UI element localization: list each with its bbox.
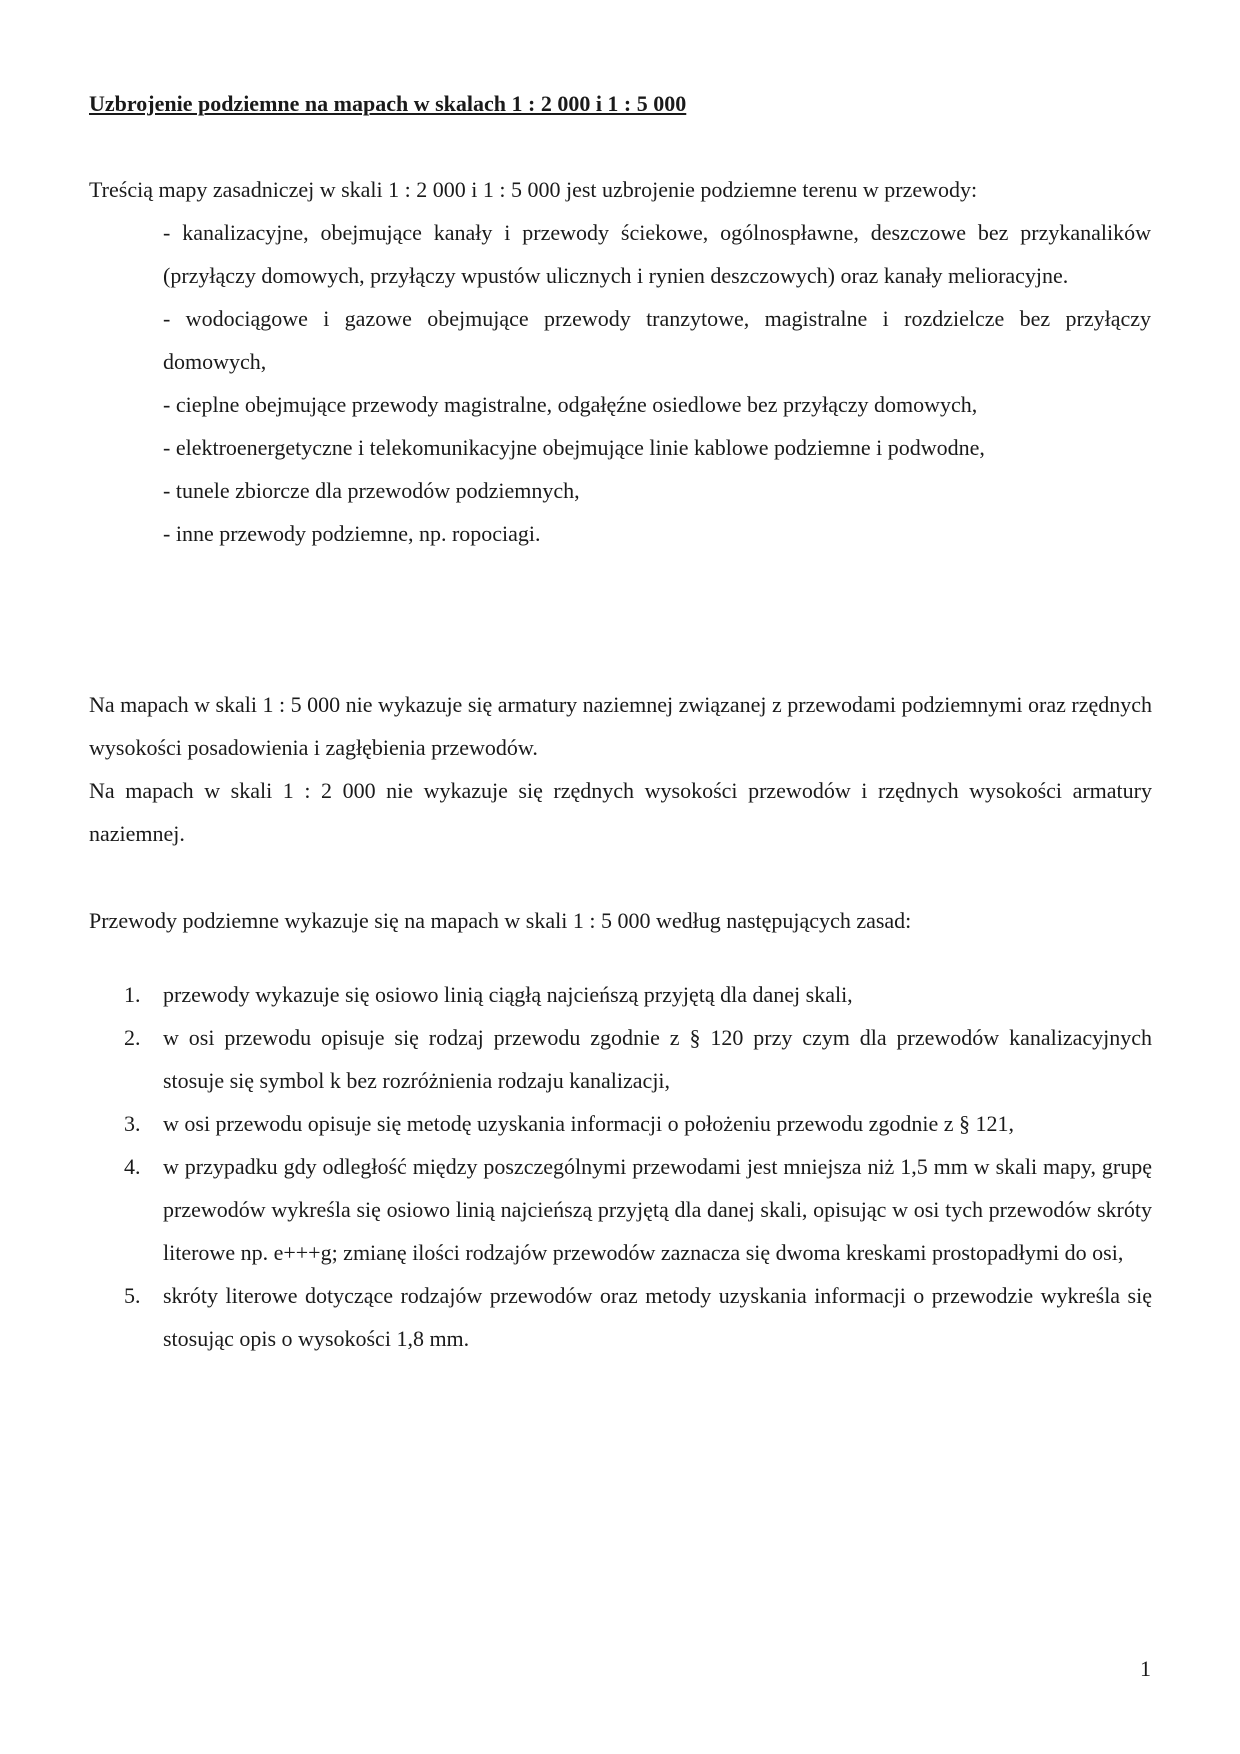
list-item: - elektroenergetyczne i telekomunikacyjne obejmujące linie kablowe podziemne i podwodne, [163,435,985,460]
document-title: Uzbrojenie podziemne na mapach w skalach 1 : 2 000 i 1 : 5 000 [89,91,687,116]
list-item [89,1274,1152,1360]
scale-5000-paragraph: Na mapach w skali 1 : 5 000 nie wykazuje się armatury naziemnej związanej z przewodami podziemnymi oraz rzędnych wysokości posadowienia i zagłębienia przewodów. [89,692,1152,760]
scale-2000-paragraph: Na mapach w skali 1 : 2 000 nie wykazuje się rzędnych wysokości przewodów i rzędnych wysokości armatury naziemnej. [89,778,1152,846]
list-item: - kanalizacyjne, obejmujące kanały i przewody ściekowe, ogólnospławne, deszczowe bez przykanalików (przyłączy domowych, przyłączy wpustów ulicznych i rynien deszczowych) oraz kanały melioracyjne. [163,220,1151,288]
list-item [89,1016,1152,1102]
list-number: 5. [124,1283,141,1308]
list-item: - cieplne obejmujące przewody magistralne, odgałęźne osiedlowe bez przyłączy domowych, [163,392,978,417]
list-number: 4. [124,1154,141,1179]
utility-types-list [163,211,1151,555]
rules-list [89,973,1152,1360]
list-item [89,1102,1152,1145]
intro-paragraph: Treścią mapy zasadniczej w skali 1 : 2 000 i 1 : 5 000 jest uzbrojenie podziemne terenu w przewody: [89,177,978,202]
list-text: w osi przewodu opisuje się metodę uzyskania informacji o położeniu przewodu zgodnie z § 121, [163,1111,1015,1136]
list-number: 3. [124,1111,141,1136]
list-text: przewody wykazuje się osiowo linią ciągłą najcieńszą przyjętą dla danej skali, [163,982,853,1007]
list-item: - inne przewody podziemne, np. ropociagi. [163,521,541,546]
list-text: skróty literowe dotyczące rodzajów przewodów oraz metody uzyskania informacji o przewodzie wykreśla się stosując opis o wysokości 1,8 mm. [163,1283,1152,1351]
list-number: 2. [124,1025,141,1050]
list-item [89,973,1152,1016]
page-number: 1 [1140,1656,1151,1681]
rules-intro-paragraph: Przewody podziemne wykazuje się na mapach w skali 1 : 5 000 według następujących zasad: [89,908,912,933]
list-item: - tunele zbiorcze dla przewodów podziemnych, [163,478,580,503]
list-text: w osi przewodu opisuje się rodzaj przewodu zgodnie z § 120 przy czym dla przewodów kanalizacyjnych stosuje się symbol k bez rozróżnienia rodzaju kanalizacji, [163,1025,1152,1093]
list-number: 1. [124,982,141,1007]
list-item: - wodociągowe i gazowe obejmujące przewody tranzytowe, magistralne i rozdzielcze bez przyłączy domowych, [163,306,1151,374]
list-text: w przypadku gdy odległość między poszczególnymi przewodami jest mniejsza niż 1,5 mm w skali mapy, grupę przewodów wykreśla się osiowo linią najcieńszą przyjętą dla danej skali, opisując w osi tych przewodów skróty literowe np. e+++g; zmianę ilości rodzajów przewodów zaznacza się dwoma kreskami prostopadłymi do osi, [163,1154,1152,1265]
list-item [89,1145,1152,1274]
